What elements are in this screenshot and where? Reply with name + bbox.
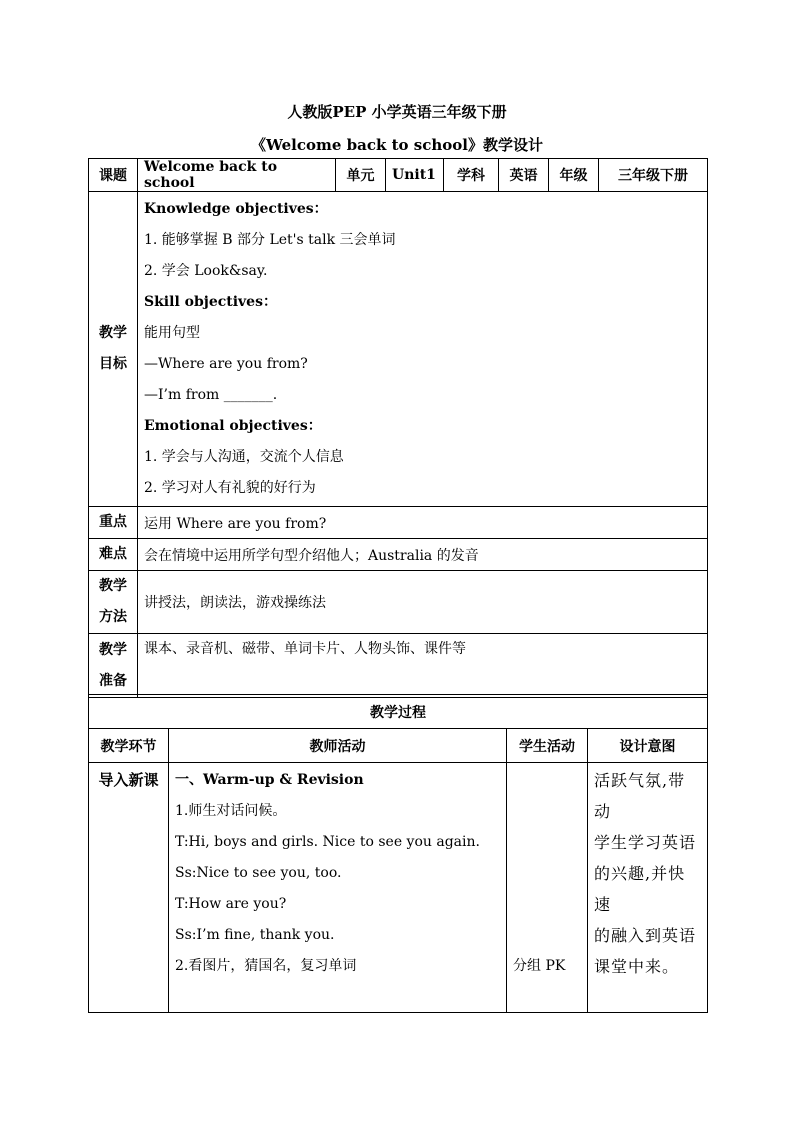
process-title: 教学过程 [89,695,708,729]
emotional-item: 1. 学会与人沟通，交流个人信息 [144,449,344,465]
intent-line: 的兴趣,并快速 [594,864,686,914]
objectives-row [89,192,708,507]
lesson-info-table [88,158,708,698]
subject-label: 学科 [444,159,499,192]
info-row [89,159,708,192]
teacher-line: Ss:I’m fine, thank you. [175,927,335,943]
teacher-line: 1.师生对话问候。 [175,803,287,819]
column-header: 设计意图 [588,729,708,763]
column-header: 教师活动 [169,729,507,763]
design-intent-cell [588,763,708,1013]
process-title-row [89,695,708,729]
teacher-activity-cell [169,763,507,1013]
emotional-title: Emotional objectives： [144,418,322,434]
key-point-row [89,507,708,539]
teacher-line: 2.看图片，猜国名，复习单词 [175,958,357,974]
stage-cell [89,763,169,1013]
method-value: 讲授法，朗读法，游戏操练法 [138,571,708,634]
document-title: 人教版PEP 小学英语三年级下册 [287,103,507,121]
intent-line: 的融入到英语 [594,926,697,945]
student-activity-cell [507,763,588,1013]
process-header-row [89,729,708,763]
difficulty-value: 会在情境中运用所学句型介绍他人；Australia 的发音 [138,539,708,571]
teacher-section-title: 一、Warm-up & Revision [175,772,364,788]
skill-title: Skill objectives： [144,294,277,310]
preparation-row [89,634,708,698]
teacher-line: T:Hi, boys and girls. Nice to see you again. [175,834,480,850]
emotional-item: 2. 学习对人有礼貌的好行为 [144,480,316,496]
knowledge-title: Knowledge objectives： [144,201,328,217]
preparation-value: 课本、录音机、磁带、单词卡片、人物头饰、课件等 [138,634,708,698]
method-row [89,571,708,634]
subject-value: 英语 [499,159,549,192]
grade-value: 三年级下册 [599,159,708,192]
skill-intro: 能用句型 [144,325,200,341]
teacher-line: Ss:Nice to see you, too. [175,865,342,881]
column-header: 学生活动 [507,729,588,763]
preparation-label: 教学 准备 [89,634,138,698]
difficulty-label: 难点 [89,539,138,571]
unit-label: 单元 [336,159,386,192]
key-point-value: 运用 Where are you from? [138,507,708,539]
intent-line: 课堂中来。 [594,957,680,976]
intent-line: 活跃气氛,带动 [594,771,686,821]
objectives-label: 教学 目标 [89,192,138,507]
process-row [89,763,708,1013]
skill-line: —Where are you from? [144,356,308,372]
topic-value: Welcome back to school [138,159,336,192]
intent-line: 学生学习英语 [594,833,697,852]
student-activity: 分组 PK [513,958,566,974]
difficulty-row [89,539,708,571]
method-label: 教学 方法 [89,571,138,634]
column-header: 教学环节 [89,729,169,763]
unit-value: Unit1 [386,159,444,192]
skill-line: —I’m from _______. [144,387,278,403]
teacher-line: T:How are you? [175,896,287,912]
topic-label: 课题 [89,159,138,192]
document-subtitle: 《Welcome back to school》教学设计 [251,136,543,154]
teaching-process-table [88,694,708,1013]
objectives-content [138,192,708,507]
stage-name: 导入新课 [98,771,159,789]
key-point-label: 重点 [89,507,138,539]
grade-label: 年级 [549,159,599,192]
knowledge-item: 1. 能够掌握 B 部分 Let's talk 三会单词 [144,232,396,248]
knowledge-item: 2. 学会 Look&say. [144,263,268,279]
